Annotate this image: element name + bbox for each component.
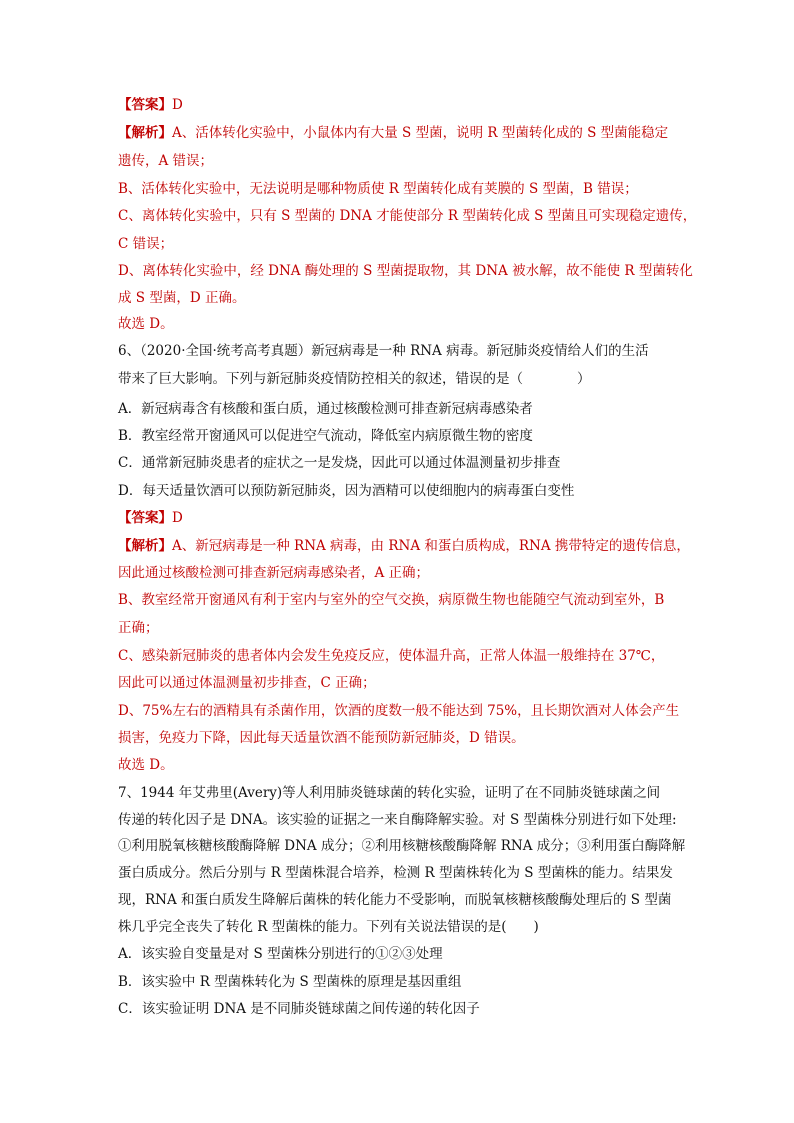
q7-option-b: B．该实验中 R 型菌株转化为 S 型菌株的原理是基因重组: [118, 974, 462, 990]
q6-answer-line: [118, 509, 183, 527]
q6-analysis-tag: 【解析】: [118, 538, 172, 554]
q5-answer-value: D: [172, 97, 183, 113]
q5-answer-tag: 【答案】: [118, 97, 172, 113]
q7-stem-line-6: 株几乎完全丧失了转化 R 型菌株的能力。下列有关说法错误的是( ): [118, 919, 539, 935]
q5-analysis-line-5: C 错误；: [118, 236, 174, 252]
q6-answer-tag: 【答案】: [118, 510, 172, 526]
q6-answer-value: D: [172, 510, 183, 526]
q5-analysis-line-3: B、活体转化实验中，无法说明是哪种物质使 R 型菌转化成有荚膜的 S 型菌，B 错误；: [118, 181, 638, 197]
q6-option-d: D．每天适量饮酒可以预防新冠肺炎，因为酒精可以使细胞内的病毒蛋白变性: [118, 483, 575, 499]
q6-analysis-line-2: 因此通过核酸检测可排查新冠病毒感染者，A 正确；: [118, 565, 430, 581]
q7-stem-line-4: 蛋白质成分。然后分别与 R 型菌株混合培养，检测 R 型菌株转化为 S 型菌株的能力。结果发: [118, 865, 673, 881]
q6-analysis-line-7: D、75%左右的酒精具有杀菌作用，饮酒的度数一般不能达到 75%，且长期饮酒对人体会产生: [118, 703, 680, 719]
q5-analysis-tag: 【解析】: [118, 125, 172, 141]
q5-analysis-text-1: A、活体转化实验中，小鼠体内有大量 S 型菌，说明 R 型菌转化成的 S 型菌能稳定: [172, 125, 669, 141]
q5-conclusion: 故选 D。: [118, 316, 174, 332]
q6-analysis-line-5: C、感染新冠肺炎的患者体内会发生免疫反应，使体温升高，正常人体温一般维持在 37℃，: [118, 648, 665, 664]
q6-analysis-line-1: [118, 537, 690, 555]
q7-option-c: C．该实验证明 DNA 是不同肺炎链球菌之间传递的转化因子: [118, 1001, 480, 1017]
q6-stem-line-1: 6、（2020·全国·统考高考真题）新冠病毒是一种 RNA 病毒。新冠肺炎疫情给人们的生活: [118, 343, 649, 359]
q7-option-a: A．该实验自变量是对 S 型菌株分别进行的①②③处理: [118, 946, 443, 962]
q6-conclusion: 故选 D。: [118, 757, 174, 773]
q5-analysis-line-6: D、离体转化实验中，经 DNA 酶处理的 S 型菌提取物，其 DNA 被水解，故不能使 R 型菌转化: [118, 263, 693, 279]
q5-answer-line: [118, 96, 183, 114]
q5-analysis-line-2: 遗传，A 错误；: [118, 153, 214, 169]
q7-stem-line-1: 7、1944 年艾弗里(Avery)等人利用肺炎链球菌的转化实验，证明了在不同肺炎链球菌之间: [118, 785, 661, 801]
q5-analysis-line-7: 成 S 型菌，D 正确。: [118, 290, 246, 306]
q6-analysis-line-4: 正确；: [118, 620, 159, 636]
q5-analysis-line-4: C、离体转化实验中，只有 S 型菌的 DNA 才能使部分 R 型菌转化成 S 型菌且可实现稳定遗传，: [118, 208, 697, 224]
q7-stem-line-3: ①利用脱氧核糖核酸酶降解 DNA 成分；②利用核糖核酸酶降解 RNA 成分；③利用蛋白酶降解: [118, 838, 686, 854]
q6-analysis-text-1: A、新冠病毒是一种 RNA 病毒，由 RNA 和蛋白质构成，RNA 携带特定的遗传信息，: [172, 538, 690, 554]
q5-analysis-line-1: [118, 124, 668, 142]
q7-stem-line-2: 传递的转化因子是 DNA。该实验的证据之一来自酶降解实验。对 S 型菌株分别进行如下处理:: [118, 812, 677, 828]
q6-option-b: B．教室经常开窗通风可以促进空气流动，降低室内病原微生物的密度: [118, 428, 533, 444]
q6-option-c: C．通常新冠肺炎患者的症状之一是发烧，因此可以通过体温测量初步排查: [118, 455, 561, 471]
q6-analysis-line-8: 损害，免疫力下降，因此每天适量饮酒不能预防新冠肺炎，D 错误。: [118, 730, 525, 746]
q6-option-a: A．新冠病毒含有核酸和蛋白质，通过核酸检测可排查新冠病毒感染者: [118, 401, 533, 417]
q6-analysis-line-3: B、教室经常开窗通风有利于室内与室外的空气交换，病原微生物也能随空气流动到室外，B: [118, 592, 665, 608]
q6-stem-line-2: 带来了巨大影响。下列与新冠肺炎疫情防控相关的叙述，错误的是（ ）: [118, 371, 591, 387]
q7-stem-line-5: 现，RNA 和蛋白质发生降解后菌株的转化能力不受影响，而脱氧核糖核酸酶处理后的 S 型菌: [118, 892, 672, 908]
q6-analysis-line-6: 因此可以通过体温测量初步排查，C 正确；: [118, 675, 376, 691]
